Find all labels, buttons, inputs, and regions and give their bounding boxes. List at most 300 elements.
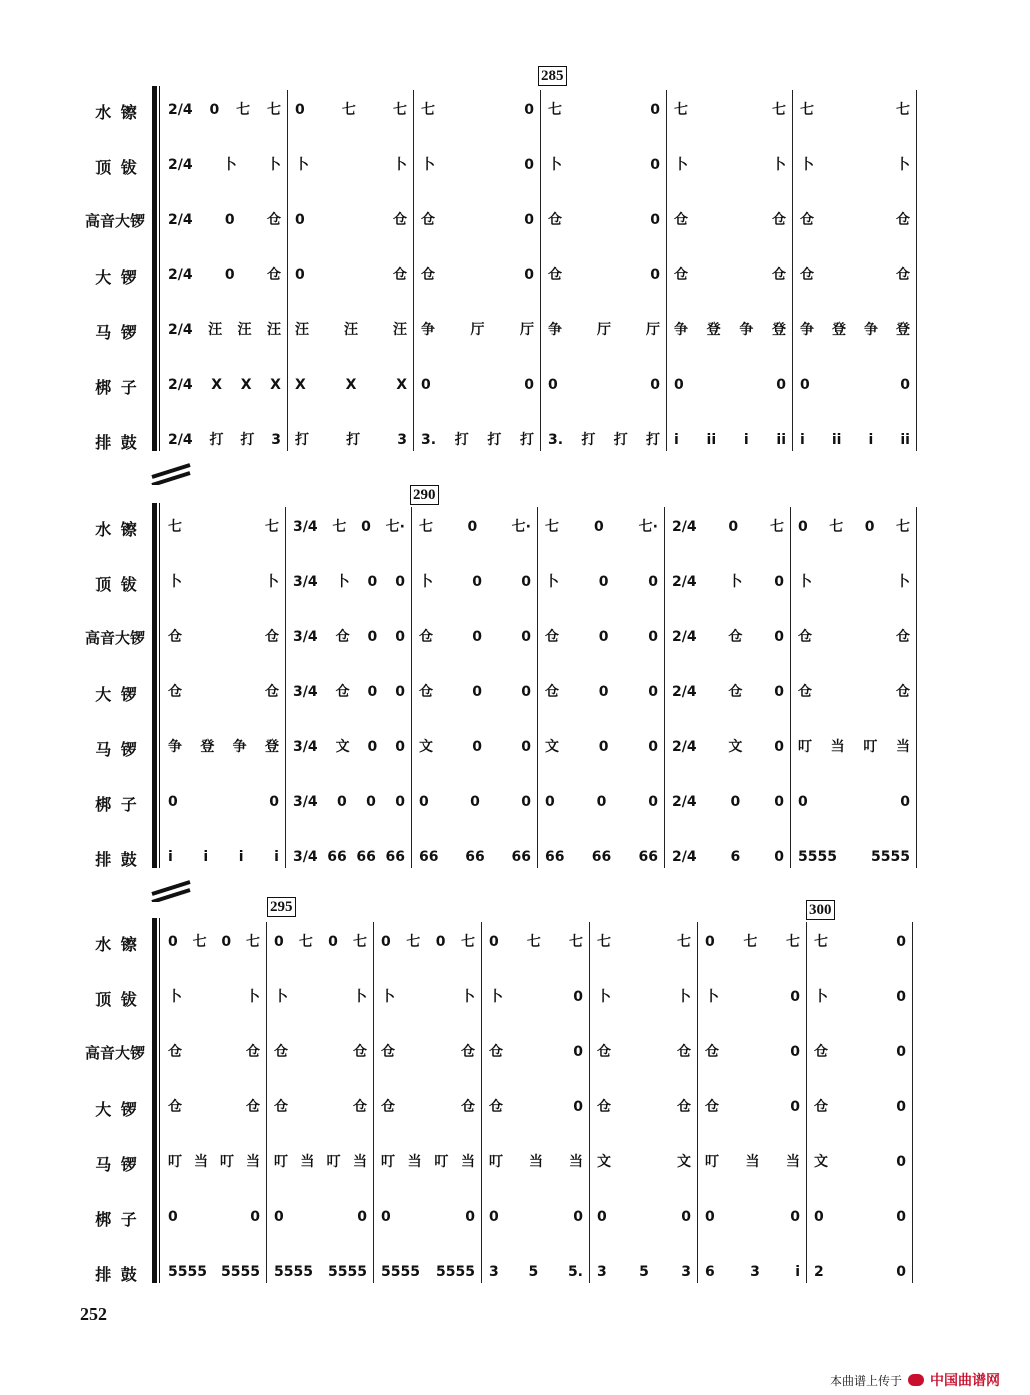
note-token: 当 bbox=[460, 1154, 475, 1170]
measure-cell bbox=[674, 210, 786, 230]
note-token: i bbox=[203, 849, 209, 865]
note-token: 叮 bbox=[705, 1154, 719, 1170]
note-token: 汪 bbox=[237, 322, 252, 338]
measure-cell bbox=[798, 792, 910, 812]
note-token: 0 bbox=[650, 212, 660, 228]
note-token: 汪 bbox=[344, 322, 358, 338]
barline bbox=[916, 90, 917, 451]
measure-cell bbox=[548, 155, 660, 175]
measure-cell bbox=[168, 682, 279, 702]
measure-cell bbox=[421, 320, 534, 340]
measure-cell bbox=[168, 375, 281, 395]
note-token: 3/4 bbox=[293, 629, 318, 645]
note-token: 当 bbox=[352, 1154, 367, 1170]
note-token: 叮 bbox=[274, 1154, 288, 1170]
note-token: 0 bbox=[521, 574, 531, 590]
note-token: 66 bbox=[419, 849, 439, 865]
system-break-mark bbox=[150, 878, 194, 902]
footer-site: 中国曲谱网 bbox=[930, 1373, 1000, 1389]
note-token: 仓 bbox=[798, 629, 812, 645]
measure-cell bbox=[381, 932, 475, 952]
note-token: 0 bbox=[395, 684, 405, 700]
note-token: 仓 bbox=[896, 267, 910, 283]
note-token: 当 bbox=[407, 1154, 422, 1170]
note-token: 厅 bbox=[520, 322, 534, 338]
note-token: 0 bbox=[367, 629, 378, 645]
note-token: 仓 bbox=[461, 1044, 475, 1060]
note-token: 0 bbox=[648, 574, 658, 590]
note-token: 0 bbox=[593, 519, 604, 535]
note-token: 0 bbox=[367, 739, 378, 755]
note-token: 文 bbox=[419, 739, 433, 755]
note-token: 0 bbox=[598, 739, 609, 755]
note-token: 0 bbox=[209, 102, 220, 118]
note-token: 0 bbox=[328, 934, 338, 950]
barline bbox=[916, 507, 917, 868]
note-token: 七 bbox=[419, 519, 433, 535]
note-token: X bbox=[295, 377, 306, 393]
note-token: 当 bbox=[569, 1154, 583, 1170]
measure-cell bbox=[798, 517, 910, 537]
note-token: 0 bbox=[774, 684, 784, 700]
note-token: 卜 bbox=[772, 157, 786, 173]
rehearsal-measure-number: 285 bbox=[538, 66, 567, 86]
measure-cell bbox=[168, 932, 260, 952]
note-token: 七 bbox=[245, 934, 260, 950]
instrument-label: 大 锣 bbox=[95, 268, 139, 287]
note-token: 七 bbox=[743, 934, 758, 950]
measure-cell bbox=[800, 100, 910, 120]
measure-cell bbox=[295, 375, 407, 395]
note-token: 叮 bbox=[168, 1154, 182, 1170]
measure-cell bbox=[293, 572, 405, 592]
note-token: 打 bbox=[209, 432, 224, 448]
note-token: 0 bbox=[790, 989, 800, 1005]
measure-cell bbox=[597, 932, 691, 952]
note-token: 0 bbox=[648, 684, 658, 700]
note-token: 0 bbox=[790, 1099, 800, 1115]
note-token: X bbox=[211, 377, 223, 393]
note-token: 打 bbox=[295, 432, 309, 448]
note-token: 3 bbox=[681, 1264, 691, 1280]
measure-cell bbox=[168, 1207, 260, 1227]
note-token: 七 bbox=[526, 934, 541, 950]
note-token: 文 bbox=[814, 1154, 828, 1170]
note-token: 0 bbox=[730, 794, 741, 810]
note-token: 0 bbox=[648, 794, 658, 810]
instrument-label: 排 鼓 bbox=[95, 433, 139, 452]
note-token: 仓 bbox=[489, 1044, 503, 1060]
barline bbox=[413, 90, 414, 451]
measure-cell bbox=[293, 737, 405, 757]
note-token: 当 bbox=[300, 1154, 315, 1170]
note-token: 卜 bbox=[798, 574, 812, 590]
measure-cell bbox=[800, 375, 910, 395]
barline bbox=[666, 90, 667, 451]
note-token: 争 bbox=[800, 322, 814, 338]
note-token: 汪 bbox=[393, 322, 407, 338]
barline bbox=[540, 90, 541, 451]
note-token: 0 bbox=[598, 684, 609, 700]
note-token: 0 bbox=[367, 684, 378, 700]
note-token: 卜 bbox=[222, 157, 237, 173]
note-token: 0 bbox=[521, 629, 531, 645]
note-token: 0 bbox=[790, 1209, 800, 1225]
note-token: 0 bbox=[548, 377, 558, 393]
note-token: 0 bbox=[545, 794, 555, 810]
measure-cell bbox=[705, 1152, 800, 1172]
instrument-label: 排 鼓 bbox=[95, 850, 139, 869]
instrument-label: 大 锣 bbox=[95, 685, 139, 704]
note-token: 5555 bbox=[871, 849, 910, 865]
measure-cell bbox=[381, 1042, 475, 1062]
note-token: 卜 bbox=[419, 574, 433, 590]
note-token: 打 bbox=[346, 432, 361, 448]
note-token: 0 bbox=[774, 739, 784, 755]
note-token: 叮 bbox=[434, 1154, 449, 1170]
note-token: 0 bbox=[381, 934, 391, 950]
measure-cell bbox=[814, 1152, 906, 1172]
measure-cell bbox=[672, 627, 784, 647]
note-token: i bbox=[795, 1264, 800, 1280]
system-brace-line bbox=[159, 86, 160, 451]
barline bbox=[806, 922, 807, 1283]
note-token: 仓 bbox=[545, 629, 559, 645]
measure-cell bbox=[798, 737, 910, 757]
note-token: 叮 bbox=[220, 1154, 234, 1170]
measure-cell bbox=[597, 1207, 691, 1227]
note-token: 七 bbox=[265, 519, 279, 535]
barline bbox=[664, 507, 665, 868]
measure-cell bbox=[419, 627, 531, 647]
note-token: 0 bbox=[648, 739, 658, 755]
note-token: 仓 bbox=[246, 1099, 260, 1115]
note-token: 卜 bbox=[461, 989, 475, 1005]
note-token: 七 bbox=[896, 519, 910, 535]
measure-cell bbox=[674, 430, 786, 450]
measure-cell bbox=[421, 375, 534, 395]
instrument-label: 高音大锣 bbox=[84, 212, 145, 230]
note-token: 0 bbox=[168, 1209, 178, 1225]
note-token: 2/4 bbox=[168, 212, 193, 228]
note-token: 仓 bbox=[800, 212, 814, 228]
note-token: 2/4 bbox=[168, 377, 193, 393]
footer-text: 本曲谱上传于 bbox=[829, 1373, 902, 1388]
note-token: 0 bbox=[573, 1099, 583, 1115]
note-token: 仓 bbox=[705, 1099, 719, 1115]
note-token: 0 bbox=[896, 1044, 906, 1060]
note-token: 0 bbox=[900, 794, 910, 810]
note-token: X bbox=[345, 377, 357, 393]
note-token: 0 bbox=[674, 377, 684, 393]
note-token: 登 bbox=[706, 322, 721, 338]
measure-cell bbox=[274, 987, 367, 1007]
measure-cell bbox=[168, 572, 279, 592]
note-token: 2/4 bbox=[168, 157, 193, 173]
measure-cell bbox=[814, 1207, 906, 1227]
note-token: 七 bbox=[192, 934, 207, 950]
site-logo-icon bbox=[908, 1374, 924, 1386]
note-token: 当 bbox=[786, 1154, 800, 1170]
note-token: 0 bbox=[728, 519, 739, 535]
note-token: 0 bbox=[798, 794, 808, 810]
measure-cell bbox=[597, 1097, 691, 1117]
note-token: 卜 bbox=[168, 574, 182, 590]
measure-cell bbox=[419, 572, 531, 592]
measure-cell bbox=[800, 265, 910, 285]
note-token: 5555 bbox=[168, 1264, 207, 1280]
measure-cell bbox=[672, 572, 784, 592]
note-token: ii bbox=[706, 432, 717, 448]
note-token: 0 bbox=[650, 267, 660, 283]
measure-cell bbox=[672, 847, 784, 867]
note-token: 66 bbox=[356, 849, 376, 865]
note-token: 0 bbox=[900, 377, 910, 393]
measure-cell bbox=[168, 430, 281, 450]
barline bbox=[287, 90, 288, 451]
measure-cell bbox=[295, 265, 407, 285]
measure-cell bbox=[489, 1042, 583, 1062]
note-token: 0 bbox=[361, 519, 371, 535]
note-token: 打 bbox=[581, 432, 596, 448]
note-token: i bbox=[274, 849, 279, 865]
note-token: 0 bbox=[274, 1209, 284, 1225]
note-token: 七 bbox=[332, 519, 347, 535]
note-token: 仓 bbox=[168, 1044, 182, 1060]
measure-cell bbox=[168, 155, 281, 175]
system-brace-line bbox=[159, 503, 160, 868]
measure-cell bbox=[705, 1042, 800, 1062]
rehearsal-measure-number: 290 bbox=[410, 485, 439, 505]
instrument-label: 马 锣 bbox=[95, 323, 139, 342]
measure-cell bbox=[489, 932, 583, 952]
system-break-mark bbox=[150, 461, 194, 485]
measure-cell bbox=[489, 1097, 583, 1117]
note-token: 登 bbox=[771, 322, 786, 338]
note-token: 0 bbox=[774, 849, 784, 865]
note-token: 仓 bbox=[814, 1099, 828, 1115]
measure-cell bbox=[168, 1152, 260, 1172]
note-token: 0 bbox=[472, 574, 482, 590]
note-token: 0 bbox=[366, 794, 376, 810]
note-token: 七 bbox=[896, 102, 910, 118]
measure-cell bbox=[295, 155, 407, 175]
note-token: 2/4 bbox=[168, 432, 193, 448]
note-token: 66 bbox=[385, 849, 405, 865]
note-token: 3/4 bbox=[293, 849, 318, 865]
barline bbox=[411, 507, 412, 868]
note-token: 叮 bbox=[489, 1154, 503, 1170]
note-token: 3/4 bbox=[293, 519, 318, 535]
barline bbox=[285, 507, 286, 868]
note-token: 0 bbox=[814, 1209, 824, 1225]
rehearsal-measure-number: 300 bbox=[806, 900, 835, 920]
measure-cell bbox=[489, 987, 583, 1007]
rehearsal-measure-number: 295 bbox=[267, 897, 296, 917]
note-token: 0 bbox=[367, 574, 378, 590]
note-token: 七 bbox=[298, 934, 313, 950]
note-token: 仓 bbox=[728, 629, 743, 645]
note-token: 叮 bbox=[381, 1154, 395, 1170]
measure-cell bbox=[489, 1262, 583, 1282]
note-token: 卜 bbox=[265, 574, 279, 590]
note-token: 仓 bbox=[419, 684, 433, 700]
note-token: 卜 bbox=[545, 574, 559, 590]
measure-cell bbox=[548, 375, 660, 395]
measure-cell bbox=[381, 1097, 475, 1117]
note-token: 文 bbox=[677, 1154, 691, 1170]
measure-cell bbox=[381, 1207, 475, 1227]
note-token: 仓 bbox=[548, 267, 562, 283]
system-brace bbox=[152, 503, 157, 868]
note-token: 0 bbox=[395, 794, 405, 810]
note-token: 叮 bbox=[326, 1154, 341, 1170]
note-token: i bbox=[674, 432, 679, 448]
measure-cell bbox=[274, 1042, 367, 1062]
measure-cell bbox=[548, 265, 660, 285]
note-token: 争 bbox=[739, 322, 754, 338]
note-token: 0 bbox=[395, 629, 405, 645]
measure-cell bbox=[168, 517, 279, 537]
measure-cell bbox=[274, 1152, 367, 1172]
measure-cell bbox=[381, 987, 475, 1007]
barline bbox=[266, 922, 267, 1283]
note-token: 5555 bbox=[381, 1264, 420, 1280]
note-token: 0 bbox=[472, 629, 482, 645]
page-number: 252 bbox=[80, 1304, 107, 1324]
measure-cell bbox=[597, 1042, 691, 1062]
measure-cell bbox=[674, 375, 786, 395]
note-token: 七 bbox=[352, 934, 367, 950]
measure-cell bbox=[293, 627, 405, 647]
note-token: 0 bbox=[295, 102, 305, 118]
barline bbox=[589, 922, 590, 1283]
measure-cell bbox=[168, 265, 281, 285]
note-token: 仓 bbox=[545, 684, 559, 700]
note-token: 仓 bbox=[353, 1099, 367, 1115]
note-token: i bbox=[168, 849, 173, 865]
measure-cell bbox=[800, 430, 910, 450]
note-token: 0 bbox=[524, 267, 534, 283]
note-token: 0 bbox=[521, 739, 531, 755]
note-token: 0 bbox=[465, 1209, 475, 1225]
note-token: 66 bbox=[591, 849, 612, 865]
note-token: 5555 bbox=[798, 849, 837, 865]
note-token: 6 bbox=[705, 1264, 715, 1280]
note-token: 七 bbox=[677, 934, 691, 950]
measure-cell bbox=[814, 1262, 906, 1282]
note-token: 卜 bbox=[705, 989, 719, 1005]
note-token: 当 bbox=[529, 1154, 543, 1170]
note-token: ii bbox=[831, 432, 842, 448]
instrument-label: 顶 钹 bbox=[95, 575, 139, 594]
measure-cell bbox=[705, 1262, 800, 1282]
note-token: 仓 bbox=[168, 629, 182, 645]
note-token: 0 bbox=[395, 739, 405, 755]
measure-cell bbox=[489, 1207, 583, 1227]
note-token: 2/4 bbox=[672, 684, 697, 700]
note-token: 5555 bbox=[221, 1264, 260, 1280]
measure-cell bbox=[381, 1152, 475, 1172]
measure-cell bbox=[293, 792, 405, 812]
note-token: 仓 bbox=[798, 684, 812, 700]
note-token: 0 bbox=[596, 794, 607, 810]
note-token: 仓 bbox=[393, 267, 407, 283]
note-token: 文 bbox=[335, 739, 350, 755]
note-token: 仓 bbox=[489, 1099, 503, 1115]
note-token: 2/4 bbox=[672, 794, 697, 810]
measure-cell bbox=[168, 627, 279, 647]
note-token: i bbox=[743, 432, 749, 448]
note-token: 66 bbox=[327, 849, 347, 865]
note-token: 卜 bbox=[353, 989, 367, 1005]
instrument-label: 高音大锣 bbox=[84, 1044, 145, 1062]
note-token: 66 bbox=[465, 849, 485, 865]
note-token: 仓 bbox=[800, 267, 814, 283]
measure-cell bbox=[814, 987, 906, 1007]
measure-cell bbox=[168, 100, 281, 120]
note-token: 仓 bbox=[266, 212, 281, 228]
measure-cell bbox=[597, 987, 691, 1007]
instrument-label: 梆 子 bbox=[95, 378, 139, 397]
measure-cell bbox=[674, 100, 786, 120]
note-token: 0 bbox=[896, 1099, 906, 1115]
note-token: 3/4 bbox=[293, 739, 318, 755]
note-token: 叮 bbox=[798, 739, 812, 755]
measure-cell bbox=[168, 320, 281, 340]
note-token: 文 bbox=[728, 739, 743, 755]
measure-cell bbox=[545, 627, 658, 647]
note-token: 汪 bbox=[295, 322, 309, 338]
note-token: 仓 bbox=[246, 1044, 260, 1060]
system-brace bbox=[152, 918, 157, 1283]
note-token: 2/4 bbox=[168, 322, 193, 338]
note-token: 仓 bbox=[548, 212, 562, 228]
measure-cell bbox=[293, 847, 405, 867]
note-token: 0 bbox=[269, 794, 279, 810]
note-token: 0 bbox=[524, 102, 534, 118]
note-token: 登 bbox=[264, 739, 279, 755]
note-token: 争 bbox=[421, 322, 435, 338]
note-token: i bbox=[238, 849, 244, 865]
note-token: 卜 bbox=[896, 574, 910, 590]
note-token: 66 bbox=[638, 849, 658, 865]
note-token: 打 bbox=[240, 432, 255, 448]
note-token: 仓 bbox=[353, 1044, 367, 1060]
measure-cell bbox=[168, 987, 260, 1007]
note-token: X bbox=[396, 377, 407, 393]
note-token: 仓 bbox=[381, 1099, 395, 1115]
note-token: 七 bbox=[569, 934, 583, 950]
note-token: 卜 bbox=[814, 989, 828, 1005]
barline bbox=[790, 507, 791, 868]
note-token: 打 bbox=[454, 432, 469, 448]
note-token: ii bbox=[776, 432, 786, 448]
note-token: 打 bbox=[519, 432, 534, 448]
note-token: 仓 bbox=[335, 684, 350, 700]
instrument-label: 顶 钹 bbox=[95, 990, 139, 1009]
note-token: 汪 bbox=[266, 322, 281, 338]
note-token: 仓 bbox=[728, 684, 743, 700]
note-token: 仓 bbox=[168, 684, 182, 700]
measure-cell bbox=[168, 210, 281, 230]
note-token: 0 bbox=[896, 989, 906, 1005]
instrument-label: 梆 子 bbox=[95, 795, 139, 814]
system-brace-line bbox=[159, 918, 160, 1283]
note-token: 0 bbox=[650, 157, 660, 173]
note-token: 0 bbox=[705, 934, 715, 950]
note-token: 0 bbox=[800, 377, 810, 393]
